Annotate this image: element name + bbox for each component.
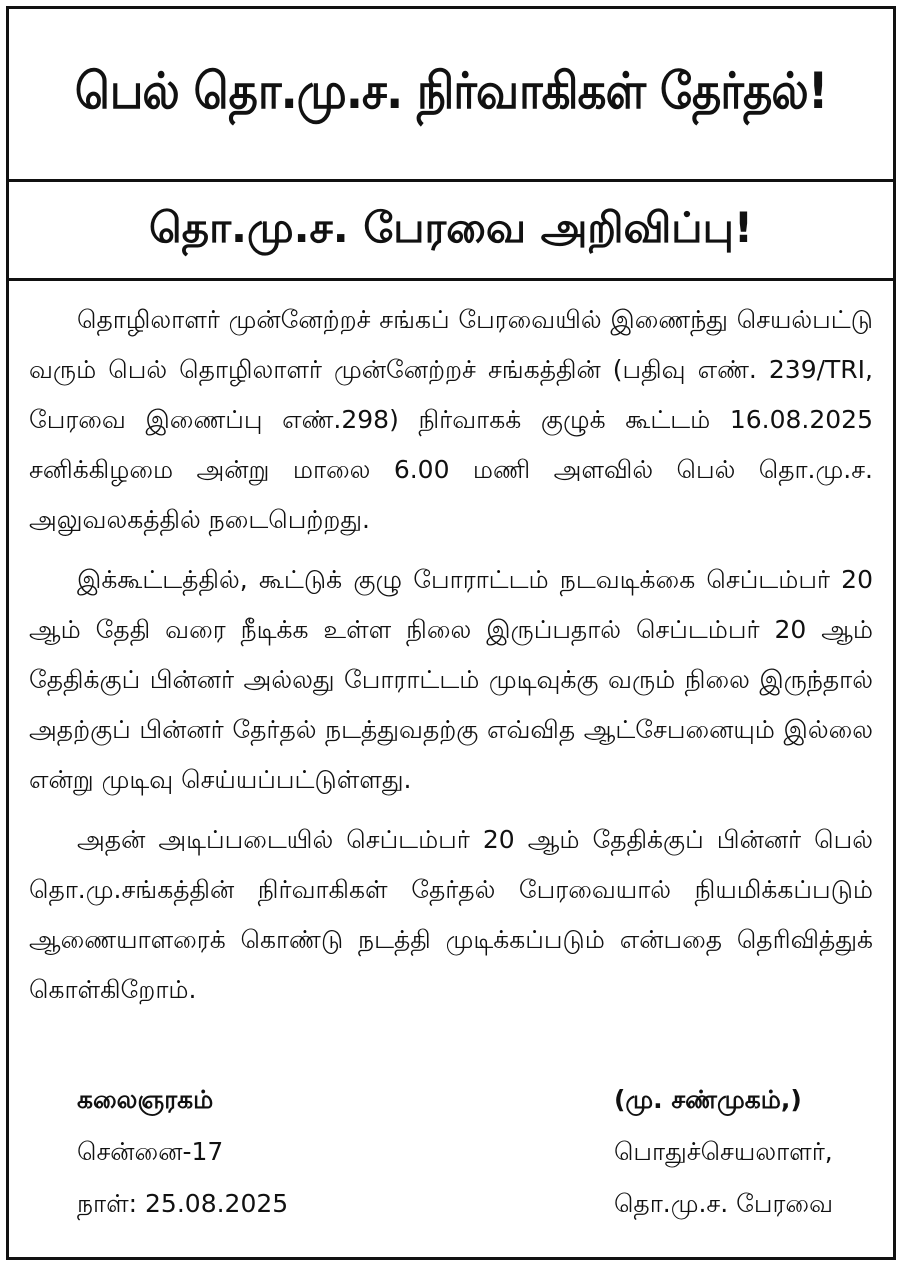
headline: பெல் தொ.மு.ச. நிர்வாகிகள் தேர்தல்!	[74, 61, 828, 120]
notice-date: நாள்: 25.08.2025	[77, 1189, 289, 1218]
paragraph-3: அதன் அடிப்படையில் செப்டம்பர் 20 ஆம் தேதிக்குப் பின்னர் பெல் தொ.மு.சங்கத்தின் நிர்வாகிகள் தேர்தல் பேரவையால் நியமிக்கப்படும் ஆணையாளரைக் கொண்டு நடத்தி முடிக்கப்படும் என்பதை தெரிவித்துக் கொள்கிறோம்.	[29, 825, 873, 1004]
signatory-name: (மு. சண்முகம்,)	[613, 1085, 802, 1114]
signatory-org: தொ.மு.ச. பேரவை	[613, 1189, 833, 1218]
notice-frame	[6, 6, 896, 1260]
subheadline: தொ.மு.ச. பேரவை அறிவிப்பு!	[149, 202, 753, 252]
footer-right	[614, 1074, 833, 1230]
place-name: கலைஞரகம்	[77, 1085, 214, 1114]
paragraph-2: இக்கூட்டத்தில், கூட்டுக் குழு போராட்டம் நடவடிக்கை செப்டம்பர் 20 ஆம் தேதி வரை நீடிக்க உள்ள நிலை இருப்பதால் செப்டம்பர் 20 ஆம் தேதிக்குப் பின்னர் அல்லது போராட்டம் முடிவுக்கு வரும் நிலை இருந்தால் அதற்குப் பின்னர் தேர்தல் நடத்துவதற்கு எவ்வித ஆட்சேபனையும் இல்லை என்று முடிவு செய்யப்பட்டுள்ளது.	[29, 565, 873, 794]
signature-block	[9, 1074, 893, 1230]
subheadline-box	[9, 182, 893, 281]
headline-box	[9, 9, 893, 182]
signatory-title: பொதுச்செயலாளர்,	[613, 1137, 833, 1166]
footer-left	[77, 1074, 288, 1230]
paragraph-1: தொழிலாளர் முன்னேற்றச் சங்கப் பேரவையில் இணைந்து செயல்பட்டு வரும் பெல் தொழிலாளர் முன்னேற்றச் சங்கத்தின் (பதிவு எண். 239/TRI, பேரவை இணைப்பு எண்.298) நிர்வாகக் குழுக் கூட்டம் 16.08.2025 சனிக்கிழமை அன்று மாலை 6.00 மணி அளவில் பெல் தொ.மு.ச. அலுவலகத்தில் நடைபெற்றது.	[29, 305, 873, 534]
city: சென்னை-17	[77, 1137, 224, 1166]
notice-body	[9, 281, 893, 1015]
